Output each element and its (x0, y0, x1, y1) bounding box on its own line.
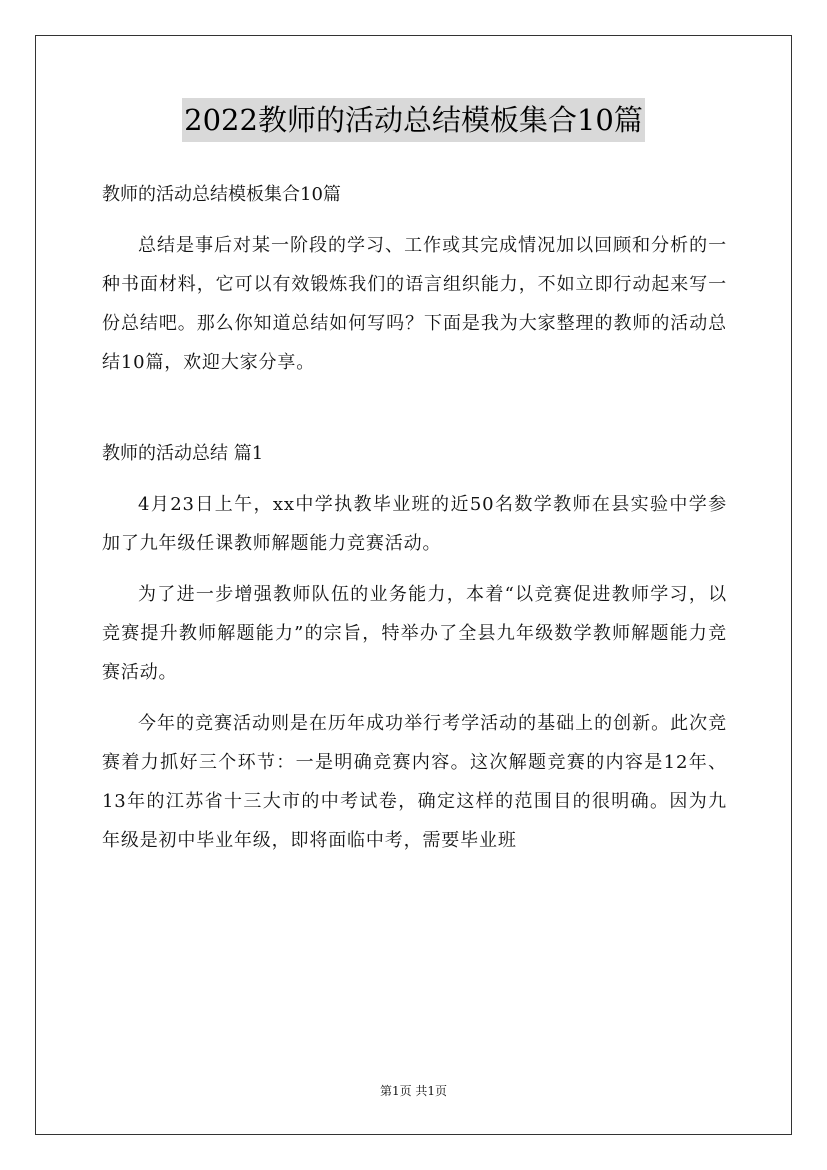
spacer (102, 692, 727, 704)
section-gap (102, 382, 727, 434)
spacer (102, 473, 727, 485)
spacer (102, 563, 727, 575)
spacer (102, 214, 727, 226)
section-heading: 教师的活动总结 篇1 (102, 443, 264, 464)
body-paragraph-2: 为了进一步增强教师队伍的业务能力，本着“以竞赛促进教师学习，以竞赛提升教师解题能力”的宗旨，特举办了全县九年级数学教师解题能力竞赛活动。 (102, 584, 727, 683)
body-paragraph-1: 4月23日上午，xx中学执教毕业班的近50名数学教师在县实验中学参加了九年级任课教师解题能力竞赛活动。 (102, 494, 727, 554)
document-title: 2022教师的活动总结模板集合10篇 (182, 98, 645, 142)
document-subtitle: 教师的活动总结模板集合10篇 (102, 184, 341, 205)
body-paragraph-3: 今年的竞赛活动则是在历年成功举行考学活动的基础上的创新。此次竞赛着力抓好三个环节：一是明确竞赛内容。这次解题竞赛的内容是12年、13年的江苏省十三大市的中考试卷，确定这样的范围目的很明确。因为九年级是初中毕业年级，即将面临中考，需要毕业班 (102, 713, 727, 851)
page-footer: 第1页 共1页 (379, 1084, 448, 1098)
title-container (0, 98, 827, 142)
document-body (102, 175, 727, 860)
intro-paragraph: 总结是事后对某一阶段的学习、工作或其完成情况加以回顾和分析的一种书面材料，它可以有效锻炼我们的语言组织能力，不如立即行动起来写一份总结吧。那么你知道总结如何写吗？下面是我为大家整理的教师的活动总结10篇，欢迎大家分享。 (102, 235, 727, 373)
